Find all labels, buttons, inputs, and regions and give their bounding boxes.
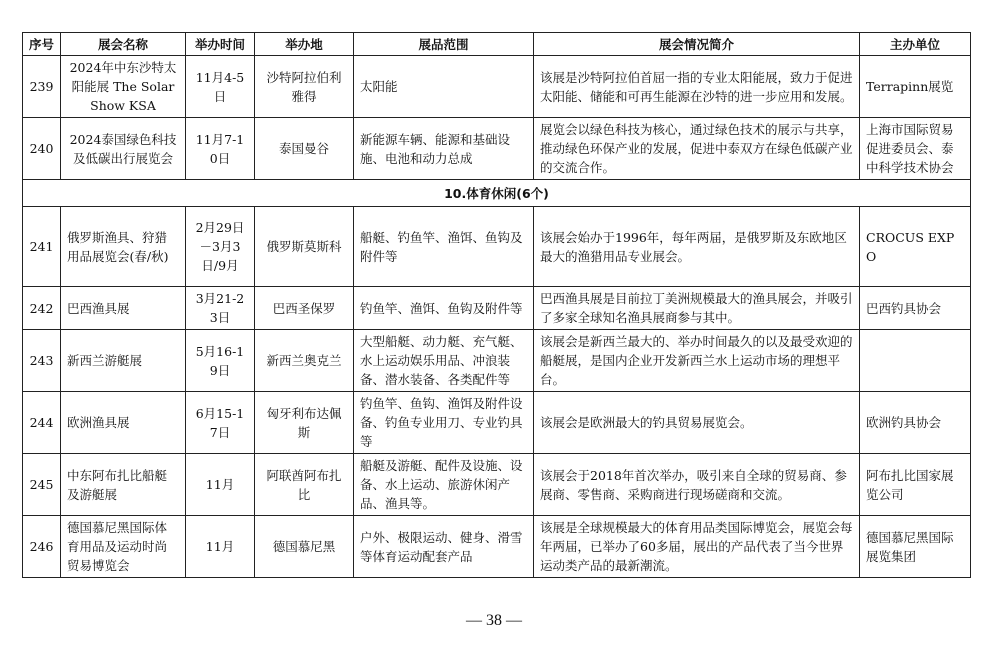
- col-header-organizer: 主办单位: [860, 33, 971, 56]
- row-scope: 船艇、钓鱼竿、渔饵、鱼钩及附件等: [354, 207, 534, 287]
- row-place: 沙特阿拉伯利雅得: [255, 56, 354, 118]
- col-header-name: 展会名称: [61, 33, 186, 56]
- row-organizer: 巴西钓具协会: [860, 287, 971, 330]
- row-intro: 该展会始办于1996年，每年两届，是俄罗斯及东欧地区最大的渔猎用品专业展会。: [534, 207, 860, 287]
- row-organizer: 阿布扎比国家展览公司: [860, 454, 971, 516]
- table-row: [23, 56, 971, 118]
- row-scope: 太阳能: [354, 56, 534, 118]
- row-intro: 该展是全球规模最大的体育用品类国际博览会，展览会每年两届，已举办了60多届，展出的产品代表了当今世界运动类产品的最新潮流。: [534, 516, 860, 578]
- row-no: 241: [23, 207, 61, 287]
- row-time: 11月: [186, 454, 255, 516]
- row-no: 244: [23, 392, 61, 454]
- row-intro: 该展是沙特阿拉伯首屈一指的专业太阳能展，致力于促进太阳能、储能和可再生能源在沙特的进一步应用和发展。: [534, 56, 860, 118]
- row-name: 德国慕尼黑国际体育用品及运动时尚贸易博览会: [61, 516, 186, 578]
- row-time: 5月16-19日: [186, 330, 255, 392]
- row-time: 11月4-5日: [186, 56, 255, 118]
- row-scope: 钓鱼竿、鱼钩、渔饵及附件设备、钓鱼专业用刀、专业钓具等: [354, 392, 534, 454]
- table-row: [23, 454, 971, 516]
- row-organizer: [860, 330, 971, 392]
- table-row: [23, 287, 971, 330]
- row-name: 新西兰游艇展: [61, 330, 186, 392]
- row-scope: 大型船艇、动力艇、充气艇、水上运动娱乐用品、冲浪装备、潜水装备、各类配件等: [354, 330, 534, 392]
- row-organizer: 德国慕尼黑国际展览集团: [860, 516, 971, 578]
- row-intro: 巴西渔具展是目前拉丁美洲规模最大的渔具展会，并吸引了多家全球知名渔具展商参与其中。: [534, 287, 860, 330]
- row-no: 240: [23, 118, 61, 180]
- col-header-no: 序号: [23, 33, 61, 56]
- row-place: 新西兰奥克兰: [255, 330, 354, 392]
- col-header-scope: 展品范围: [354, 33, 534, 56]
- section-title: 10.体育休闲(6个): [23, 180, 971, 207]
- exhibition-table: [22, 32, 971, 578]
- row-place: 巴西圣保罗: [255, 287, 354, 330]
- row-intro: 该展会于2018年首次举办，吸引来自全球的贸易商、参展商、零售商、采购商进行现场磋商和交流。: [534, 454, 860, 516]
- row-scope: 钓鱼竿、渔饵、鱼钩及附件等: [354, 287, 534, 330]
- table-row: [23, 207, 971, 287]
- col-header-time: 举办时间: [186, 33, 255, 56]
- row-name: 2024年中东沙特太阳能展 The Solar Show KSA: [61, 56, 186, 118]
- page-number: — 38 —: [466, 612, 522, 629]
- row-scope: 户外、极限运动、健身、滑雪等体育运动配套产品: [354, 516, 534, 578]
- row-no: 239: [23, 56, 61, 118]
- row-scope: 船艇及游艇、配件及设施、设备、水上运动、旅游休闲产品、渔具等。: [354, 454, 534, 516]
- table-row: [23, 516, 971, 578]
- row-place: 俄罗斯莫斯科: [255, 207, 354, 287]
- col-header-intro: 展会情况简介: [534, 33, 860, 56]
- row-scope: 新能源车辆、能源和基础设施、电池和动力总成: [354, 118, 534, 180]
- row-place: 匈牙利布达佩斯: [255, 392, 354, 454]
- table-row: [23, 118, 971, 180]
- row-place: 德国慕尼黑: [255, 516, 354, 578]
- row-no: 246: [23, 516, 61, 578]
- row-no: 242: [23, 287, 61, 330]
- row-intro: 该展会是新西兰最大的、举办时间最久的以及最受欢迎的船艇展，是国内企业开发新西兰水上运动市场的理想平台。: [534, 330, 860, 392]
- row-organizer: CROCUS EXPO: [860, 207, 971, 287]
- row-name: 巴西渔具展: [61, 287, 186, 330]
- row-name: 欧洲渔具展: [61, 392, 186, 454]
- row-name: 中东阿布扎比船艇及游艇展: [61, 454, 186, 516]
- header-row: [23, 33, 971, 56]
- row-intro: 该展会是欧洲最大的钓具贸易展览会。: [534, 392, 860, 454]
- section-row: [23, 180, 971, 207]
- table-row: [23, 392, 971, 454]
- row-intro: 展览会以绿色科技为核心，通过绿色技术的展示与共享，推动绿色环保产业的发展，促进中泰双方在绿色低碳产业的交流合作。: [534, 118, 860, 180]
- table-row: [23, 330, 971, 392]
- row-time: 2月29日－3月3日/9月: [186, 207, 255, 287]
- row-no: 243: [23, 330, 61, 392]
- row-name: 2024泰国绿色科技及低碳出行展览会: [61, 118, 186, 180]
- row-time: 11月7-10日: [186, 118, 255, 180]
- row-organizer: Terrapinn展览: [860, 56, 971, 118]
- row-time: 3月21-23日: [186, 287, 255, 330]
- row-name: 俄罗斯渔具、狩猎用品展览会(春/秋): [61, 207, 186, 287]
- row-no: 245: [23, 454, 61, 516]
- row-time: 11月: [186, 516, 255, 578]
- row-organizer: 欧洲钓具协会: [860, 392, 971, 454]
- row-place: 泰国曼谷: [255, 118, 354, 180]
- col-header-place: 举办地: [255, 33, 354, 56]
- row-organizer: 上海市国际贸易促进委员会、泰中科学技术协会: [860, 118, 971, 180]
- row-time: 6月15-17日: [186, 392, 255, 454]
- row-place: 阿联酋阿布扎比: [255, 454, 354, 516]
